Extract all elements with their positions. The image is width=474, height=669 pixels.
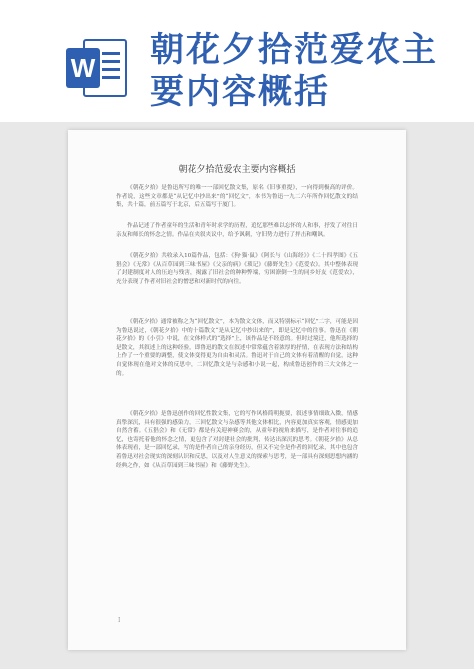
paragraph-5: 《朝花夕拾》是鲁迅创作的回忆性散文集，它的写作风格简明扼要，叙述事情细致入微，情感真挚深沉，具有很强的感染力，三回忆散文与杂感等其他文体相比，内容更加真实客观，情感更加自然含蓄。《五猖会》和《无常》都是有关迎神赛会的，从童年的视角来描写，是作者对往事的追忆，也寄托着他的怀念之情，更包含了对封建社会的批判，传达出深沉的思考。《朝花夕拾》从总体表现看，是一部回忆录，写的是作者自己的亲身经历，但又不完全是作者的回忆录，其中也包含着鲁迅对社会现实的深刻认识和反思，以及对人生意义的探索与思考，是一部具有深刻思想内涵的经典之作，如《从百草园到三味书屋》和《藤野先生》。 — [116, 411, 358, 469]
word-icon-letter: W — [70, 53, 96, 83]
paragraph-4: 《朝花夕拾》通常被称之为“回忆散文”，本为散文文体，而又特别标示“回忆”二字，可能是因为鲁迅说过，《朝花夕拾》中的十篇散文“是从记忆中抄出来的”，即是记忆中的往事。鲁迅在《朝花夕拾》的《小引》中说，在文体样式的“选择”上，该作品是不经意的。但时过境迁，他所选择的是散文，其叙述上的这种经验，即鲁迅的散文在叙述中常常蕴含着浓厚的抒情，在表现方法和结构上作了一个重要的调整，使文体变得更为自由和灵活。鲁迅对于自己的文体有着清醒的自觉，这种自觉体现在他对文体的反思中，二回忆散文是与杂感和小说一起，构成鲁迅创作的三大文体之一的。 — [116, 319, 358, 377]
paragraph-1: 《朝花夕拾》是鲁迅所写的唯一一部回忆散文集，原名《旧事重提》，一向得到极高的评价。作者说，这些文章都是“从记忆中抄出来”的“回忆文”，本书为鲁迅一九二六年所作回忆散文的结集，共十篇，前五篇写于北京，后五篇写于厦门。 — [116, 185, 358, 209]
banner-title-line1: 朝花夕拾范爱农主 — [150, 30, 438, 70]
document-title: 朝花夕拾范爱农主要内容概括 — [178, 165, 296, 175]
paragraph-3: 《朝花夕拾》共收录入10篇作品，包括：《狗·猫·鼠》《阿长与《山海经》》《二十四孝图》《五猖会》《无常》《从百草园到三味书屋》《父亲的病》《琐记》《藤野先生》《范爱农》。其中整体表现了封建制度对人的压迫与残害，揭露了旧社会的种种弊端，穷困潦倒一生的同乡好友《范爱农》，充分表现了作者对旧社会的憎恶和对新时代的向往。 — [116, 253, 358, 285]
word-document-icon — [66, 36, 128, 100]
text-cursor: I — [118, 617, 121, 624]
header-banner — [0, 0, 474, 122]
banner-title-line2: 要内容概括 — [150, 72, 330, 112]
document-page — [68, 130, 406, 650]
paragraph-2: 作品记述了作者童年的生活和青年时求学的历程，追忆那些难以忘怀的人和事，抒发了对往日亲友和师长的怀念之情。作品在夹叙夹议中，给予讽刺，守旧势力进行了抨击和嘲讽。 — [116, 223, 358, 238]
